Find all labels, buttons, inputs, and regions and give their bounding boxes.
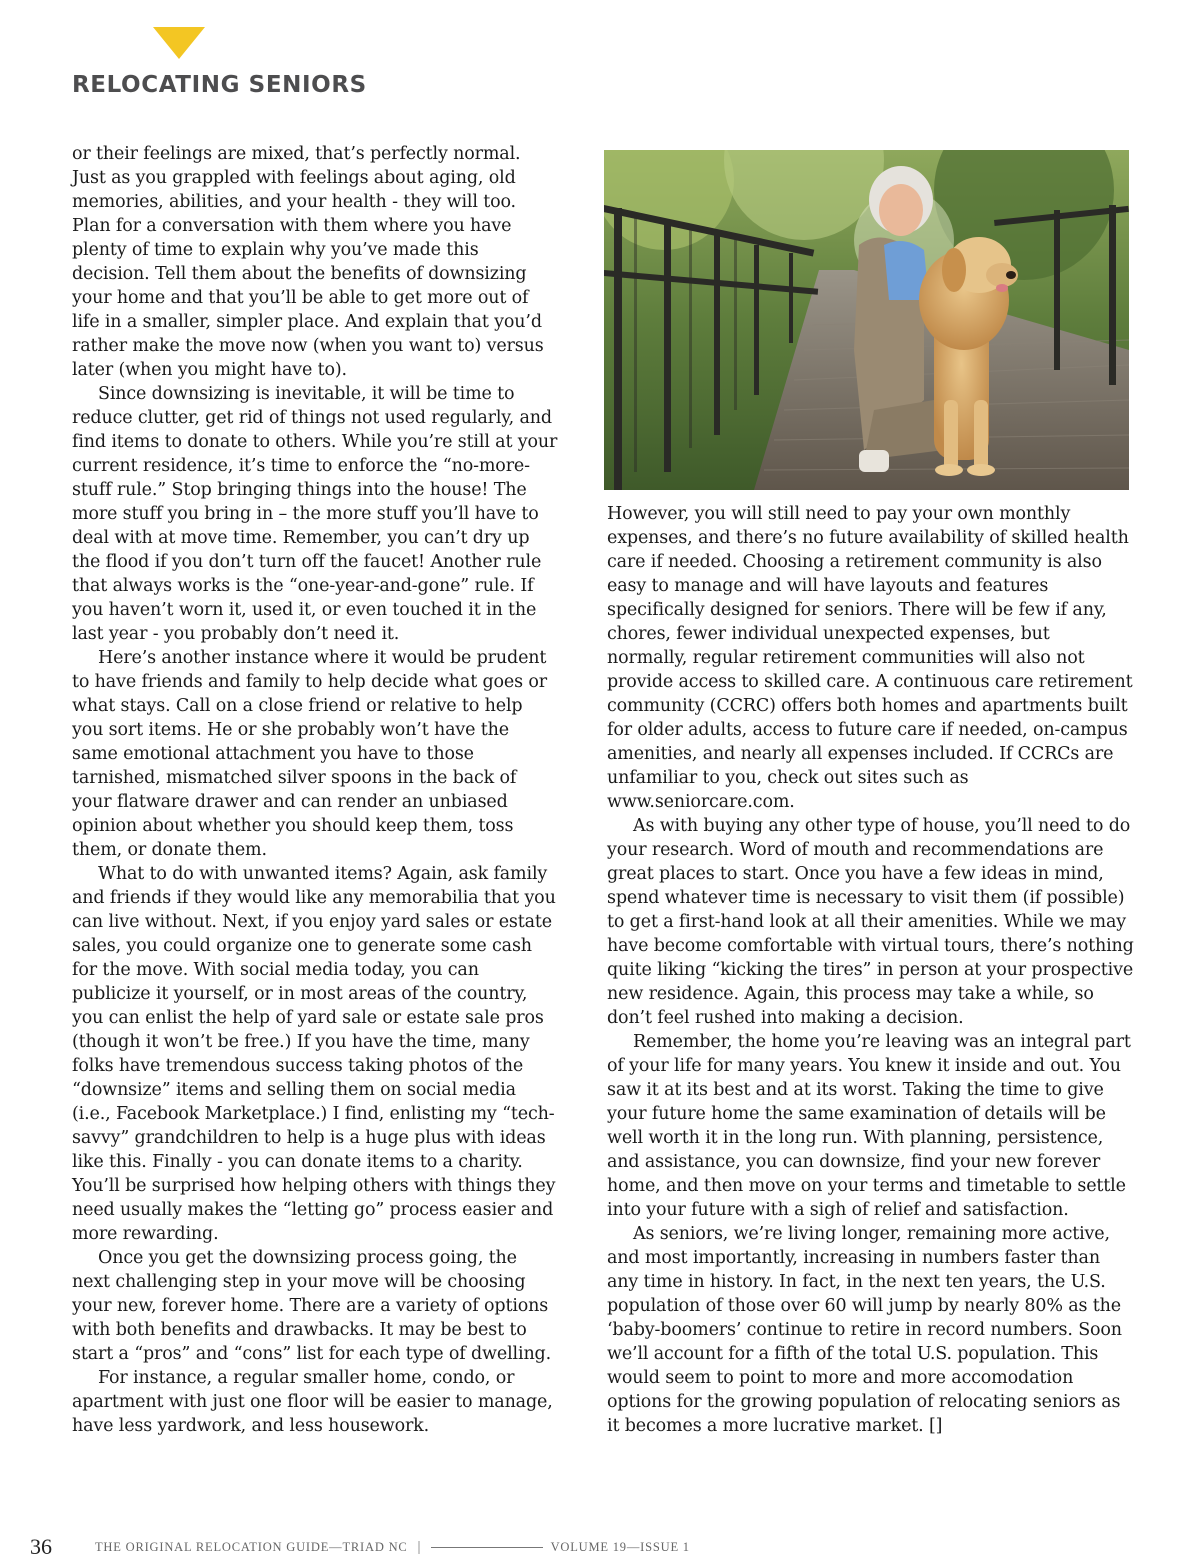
left-column (72, 142, 558, 1438)
paragraph: As seniors, we’re living longer, remaining more active, and most importantly, increasing in numbers faster than any time in history. In fact, in the next ten years, the U.S. population of those over 60 will jump by nearly 80% as the ‘baby-boomers’ continue to retire in record numbers. Soon we’ll account for a fifth of the total U.S. population. This would seem to point to more and more accomodation options for the growing population of relocating seniors as it becomes a more lucrative market. [] (607, 1224, 1122, 1436)
paragraph: Since downsizing is inevitable, it will be time to reduce clutter, get rid of things not used regularly, and find items to donate to others. While you’re still at your current residence, it’s time to enforce the “no-more-stuff rule.” Stop bringing things into the house! The more stuff you bring in – the more stuff you’ll have to deal with at move time. Remember, you can’t dry up the flood if you don’t turn off the faucet! Another rule that always works is the “one-year-and-gone” rule. If you haven’t worn it, used it, or even touched it in the last year - you probably don’t need it. (72, 384, 558, 644)
senior-woman-with-dog-photo (604, 150, 1129, 490)
volume-issue: VOLUME 19—ISSUE 1 (550, 1539, 690, 1554)
triangle-marker-icon (153, 27, 205, 59)
page-number: 36 (30, 1534, 52, 1559)
right-column (607, 502, 1135, 1438)
publication-name: THE ORIGINAL RELOCATION GUIDE—TRIAD NC (95, 1539, 408, 1554)
paragraph: or their feelings are mixed, that’s perfectly normal. Just as you grappled with feelings about aging, old memories, abilities, and your health - they will too. Plan for a conversation with them where you have plenty of time to explain why you’ve made this decision. Tell them about the benefits of downsizing your home and that you’ll be able to get more out of life in a smaller, simpler place. And explain that you’d rather make the move now (when you want to) versus later (when you might have to). (72, 144, 544, 380)
paragraph: For instance, a regular smaller home, condo, or apartment with just one floor will be easier to manage, have less yardwork, and less housework. (72, 1368, 553, 1436)
paragraph: Once you get the downsizing process going, the next challenging step in your move will be choosing your new, forever home. There are a variety of options with both benefits and drawbacks. It may be best to start a “pros” and “cons” list for each type of dwelling. (72, 1248, 552, 1364)
section-title: RELOCATING SENIORS (72, 72, 367, 98)
footer-separator: | (417, 1538, 421, 1555)
paragraph: Here’s another instance where it would be prudent to have friends and family to help decide what goes or what stays. Call on a close friend or relative to help you sort items. He or she probably won’t have the same emotional attachment you have to those tarnished, mismatched silver spoons in the back of your flatware drawer and can render an unbiased opinion about whether you should keep them, toss them, or donate them. (72, 648, 547, 860)
paragraph: As with buying any other type of house, you’ll need to do your research. Word of mouth and recommendations are great places to start. Once you have a few ideas in mind, spend whatever time is necessary to visit them (if possible) to get a first-hand look at all their amenities. While we may have become comfortable with virtual tours, there’s nothing quite liking “kicking the tires” in person at your prospective new residence. Again, this process may take a while, so don’t feel rushed into making a decision. (607, 816, 1134, 1028)
footer-rule (431, 1547, 543, 1548)
paragraph: However, you will still need to pay your own monthly expenses, and there’s no future availability of skilled health care if needed. Choosing a retirement community is also easy to manage and will have layouts and features specifically designed for seniors. There will be few if any, chores, fewer individual unexpected expenses, but normally, regular retirement communities will also not provide access to skilled care. A continuous care retirement community (CCRC) offers both homes and apartments built for older adults, access to future care if needed, on-campus amenities, and nearly all expenses included. If CCRCs are unfamiliar to you, check out sites such as www.seniorcare.com. (607, 504, 1133, 812)
paragraph: Remember, the home you’re leaving was an integral part of your life for many years. You knew it inside and out. You saw it at its best and at its worst. Taking the time to give your future home the same examination of details will be well worth it in the long run. With planning, persistence, and assistance, you can downsize, find your new forever home, and then move on your terms and timetable to settle into your future with a sigh of relief and satisfaction. (607, 1032, 1131, 1220)
paragraph: What to do with unwanted items? Again, ask family and friends if they would like any memorabilia that you can live without. Next, if you enjoy yard sales or estate sales, you could organize one to generate some cash for the move. With social media today, you can publicize it yourself, or in most areas of the country, you can enlist the help of yard sale or estate sale pros (though it won’t be free.) If you have the time, many folks have tremendous success taking photos of the “downsize” items and selling them on social media (i.e., Facebook Marketplace.) I find, enlisting my “tech-savvy” grandchildren to help is a huge plus with ideas like this. Finally - you can donate items to a charity. You’ll be surprised how helping others with things they need usually makes the “letting go” process easier and more rewarding. (72, 864, 556, 1244)
